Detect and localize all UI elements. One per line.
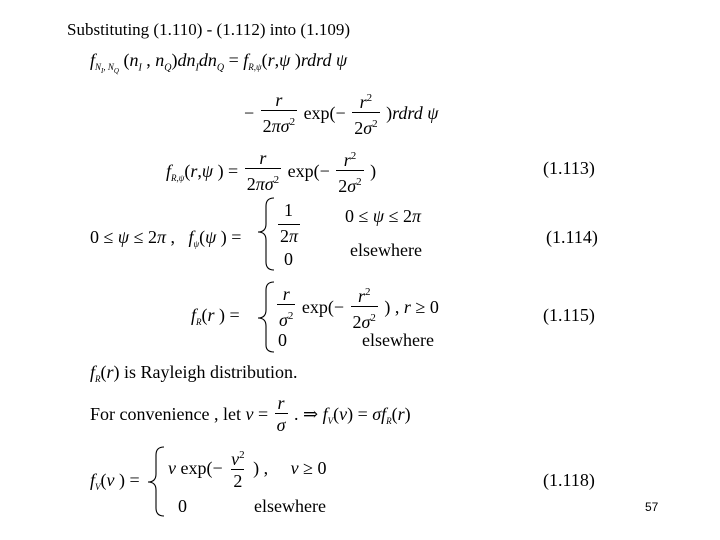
piecewise-case-1: 1: [284, 200, 293, 220]
brace-1-114: [258, 198, 274, 270]
equation-number: (1.115): [543, 305, 595, 325]
equation-number: (1.114): [546, 227, 598, 247]
equation-line-1: $f_{N_I, N_Q}$ ($n_I$ , $n_Q)dn_Idn_Q = f_{R,\psi}(r,\psi$ )rdrd ψ: [90, 50, 348, 75]
piecewise-case-2: 0: [284, 249, 293, 269]
rayleigh-statement: $f_R(r)$ is Rayleigh distribution.: [90, 362, 298, 384]
piecewise-case-1: $\frac{r}{\sigma^2}$ exp(− $\frac{r^2}{2\sigma^2}$ ) , r ≥ 0: [279, 284, 439, 332]
equation-1-118-lhs: $f_V(\nu$ ) =: [90, 470, 140, 492]
equation-number: (1.113): [543, 158, 595, 178]
elsewhere-label: elsewhere: [350, 240, 422, 260]
piecewise-case-2: 0: [178, 496, 187, 516]
convenience-statement: For convenience , let ν = $\frac{r}{\sigma}$ . ⇒ $f_V(\nu) = \sigma f_R(r)$: [90, 393, 411, 435]
equation-1-114-condition: 0 ≤ ψ ≤ 2π , $f_\psi(\psi$ ) =: [90, 227, 242, 249]
equation-1-113: $f_{R,\psi}(r,\psi$ ) = $\frac{r}{2\pi\sigma^2}$ exp(− $\frac{r^2}{2\sigma^2}$ ): [166, 148, 377, 196]
elsewhere-label: elsewhere: [254, 496, 326, 516]
piecewise-case-2: 0: [278, 330, 287, 350]
equation-number: (1.118): [543, 470, 595, 490]
elsewhere-label: elsewhere: [362, 330, 434, 350]
brace-1-118: [148, 447, 164, 516]
equation-1-115-lhs: $f_R(r$ ) =: [191, 305, 240, 327]
condition-1: 0 ≤ ψ ≤ 2π: [345, 206, 421, 226]
piecewise-case-1: ν exp(− $\frac{\nu^2}{2}$ ) , ν ≥ 0: [168, 449, 327, 491]
piecewise-denominator: 2π: [280, 226, 299, 246]
title: Substituting (1.110) - (1.112) into (1.109): [67, 20, 350, 39]
page-number: 57: [645, 500, 659, 514]
equation-line-2: − $\frac{r}{2\pi\sigma^2}$ exp(− $\frac{r^2}{2\sigma^2}$ )rdrd ψ: [244, 90, 439, 138]
brace-1-115: [258, 282, 274, 352]
